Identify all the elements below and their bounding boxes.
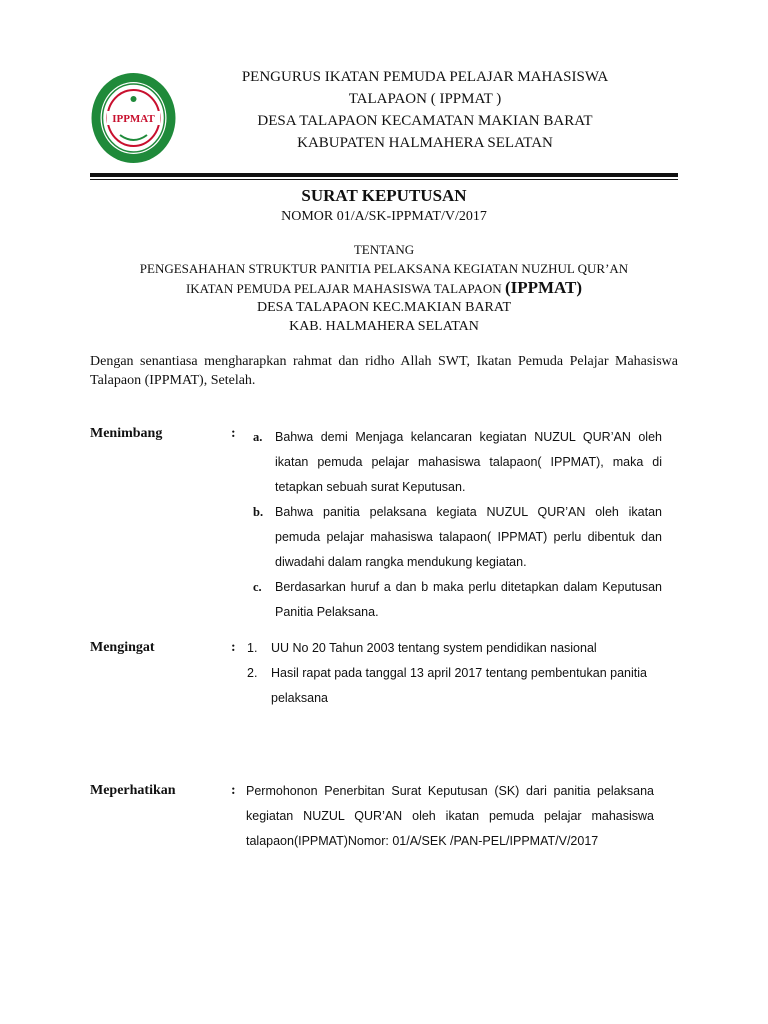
letterhead-line-2: TALAPAON ( IPPMAT ): [348, 91, 502, 107]
letterhead-line-4: KABUPATEN HALMAHERA SELATAN: [297, 135, 553, 151]
document-title-block: [90, 185, 678, 227]
document-number: NOMOR 01/A/SK-IPPMAT/V/2017: [281, 209, 487, 224]
menimbang-item-b: [253, 500, 662, 575]
menimbang-item-c: [253, 575, 662, 625]
memperhatikan-label: Meperhatikan: [90, 783, 176, 798]
item-text: Bahwa panitia pelaksana kegiata NUZUL QUR’AN oleh ikatan pemuda pelajar mahasiswa talapaon( IPPMAT) perlu dibentuk dan diwadahi dalam rangka mendukung kegiatan.: [275, 505, 662, 569]
item-mark: c.: [253, 580, 262, 594]
subject-heading: TENTANG: [353, 242, 415, 257]
subject-line-3: DESA TALAPAON KEC.MAKIAN BARAT: [256, 300, 512, 315]
subject-line-4: KAB. HALMAHERA SELATAN: [289, 319, 479, 334]
mengingat-colon: :: [231, 640, 236, 655]
intro-paragraph: Dengan senantiasa mengharapkan rahmat dan ridho Allah SWT, Ikatan Pemuda Pelajar Mahasiswa Talapaon (IPPMAT), Setelah.: [90, 354, 678, 388]
menimbang-colon: :: [231, 426, 236, 441]
item-mark: 1.: [247, 641, 258, 655]
item-text: UU No 20 Tahun 2003 tentang system pendidikan nasional: [271, 641, 597, 655]
letterhead: [190, 66, 660, 154]
memperhatikan-colon: :: [231, 783, 236, 798]
menimbang-item-a: [253, 425, 662, 500]
subject-line-2: [90, 278, 678, 298]
subject-line-2-abbrev: (IPPMAT): [504, 278, 583, 297]
item-text: Bahwa demi Menjaga kelancaran kegiatan NUZUL QUR’AN oleh ikatan pemuda pelajar mahasiswa talapaon( IPPMAT), maka di tetapkan sebuah surat Keputusan.: [275, 430, 662, 494]
header-divider-thin: [90, 179, 678, 180]
menimbang-list: [253, 425, 662, 625]
logo-text: IPPMAT: [112, 113, 155, 125]
letterhead-line-3: DESA TALAPAON KECAMATAN MAKIAN BARAT: [257, 113, 593, 129]
subject-line-2-text: IKATAN PEMUDA PELAJAR MAHASISWA TALAPAON: [185, 281, 505, 296]
organization-logo: [90, 71, 177, 165]
header-divider-thick: [90, 173, 678, 177]
mengingat-list: [247, 636, 667, 711]
mengingat-item-1: [247, 636, 667, 661]
item-mark: b.: [253, 505, 264, 519]
subject-line-1: PENGESAHAHAN STRUKTUR PANITIA PELAKSANA KEGIATAN NUZHUL QUR’AN: [139, 261, 629, 276]
letterhead-line-1: PENGURUS IKATAN PEMUDA PELAJAR MAHASISWA: [241, 69, 609, 85]
item-text: Berdasarkan huruf a dan b maka perlu ditetapkan dalam Keputusan Panitia Pelaksana.: [275, 580, 662, 619]
item-text: Hasil rapat pada tanggal 13 april 2017 tentang pembentukan panitia pelaksana: [271, 666, 647, 705]
mengingat-item-2: [247, 661, 667, 711]
mengingat-label: Mengingat: [90, 640, 155, 655]
memperhatikan-text: Permohonon Penerbitan Surat Keputusan (SK) dari panitia pelaksana kegiatan NUZUL QUR’AN oleh ikatan pemuda pelajar mahasiswa talapaon(IPPMAT)Nomor: 01/A/SEK /PAN-PEL/IPPMAT/V/2017: [246, 784, 654, 848]
menimbang-label: Menimbang: [90, 426, 163, 441]
document-title: SURAT KEPUTUSAN: [301, 186, 467, 205]
subject-block: [90, 240, 678, 336]
item-mark: 2.: [247, 666, 258, 680]
item-mark: a.: [253, 430, 263, 444]
